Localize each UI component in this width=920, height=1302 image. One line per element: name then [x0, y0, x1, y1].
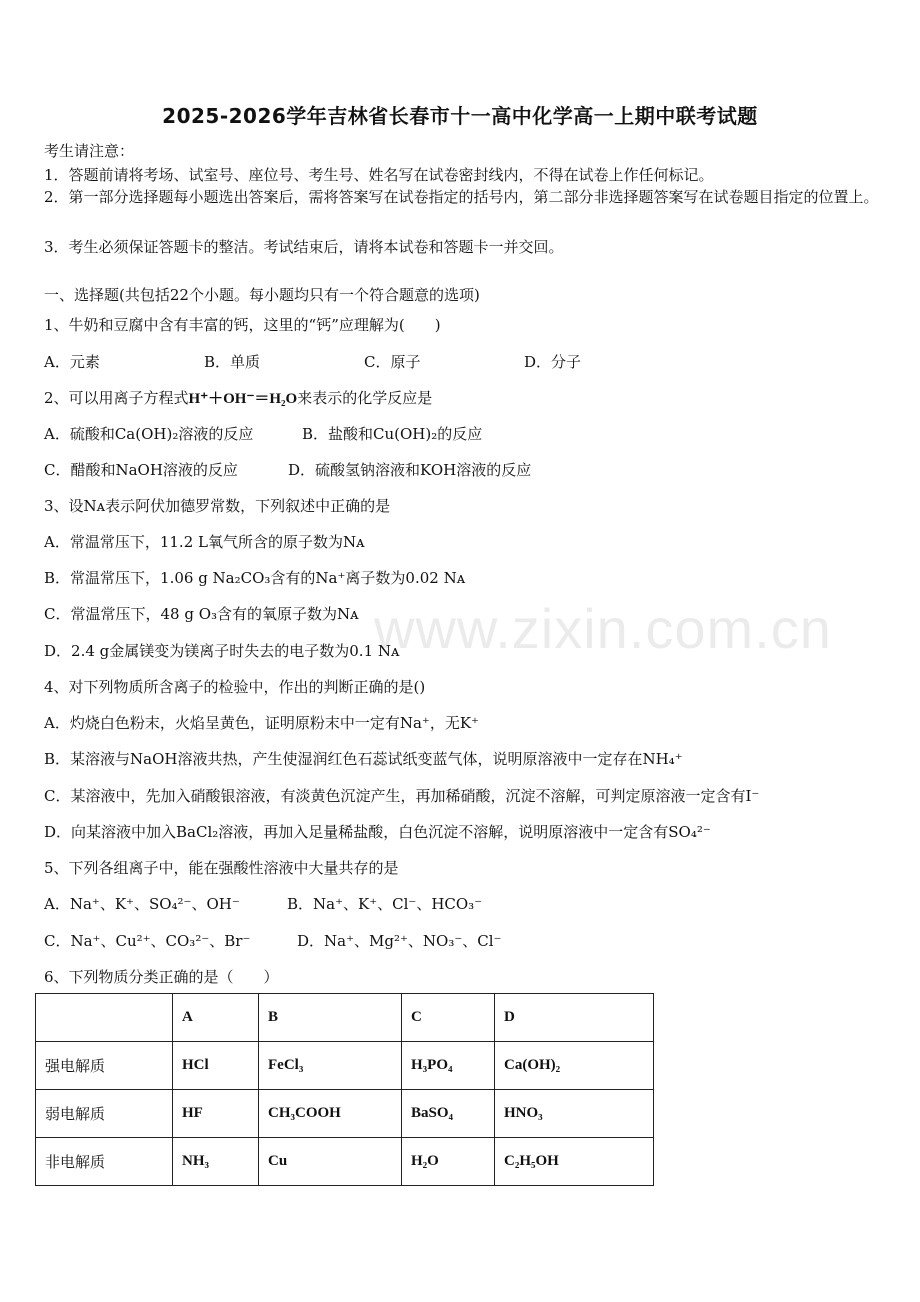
notice-heading: 考生请注意： [44, 142, 135, 160]
question-4-option-d: D．向某溶液中加入BaCl₂溶液，再加入足量稀盐酸，白色沉淀不溶解，说明原溶液中一定含有SO₄²⁻ [44, 823, 711, 841]
question-1-stem: 1、牛奶和豆腐中含有丰富的钙，这里的“钙”应理解为( ) [44, 316, 441, 334]
classification-table [35, 993, 654, 1186]
question-4-stem: 4、对下列物质所含离子的检验中，作出的判断正确的是() [44, 678, 426, 696]
question-2-stem-post: 来表示的化学反应是 [297, 389, 433, 407]
question-1-option-a: A．元素 [44, 353, 100, 371]
table-cell: C₂H₅OH [495, 1138, 654, 1186]
table-cell: HF [173, 1090, 259, 1138]
table-header-cell: A [173, 994, 259, 1042]
table-cell: FeCl₃ [259, 1042, 402, 1090]
table-cell: HNO₃ [495, 1090, 654, 1138]
question-1-option-d: D．分子 [524, 353, 582, 371]
table-cell: Cu [259, 1138, 402, 1186]
table-row-label: 弱电解质 [36, 1090, 173, 1138]
notice-item-2: 2．第一部分选择题每小题选出答案后，需将答案写在试卷指定的括号内，第二部分非选择题答案写在试卷题目指定的位置上。 [44, 188, 879, 206]
notice-item-1: 1．答题前请将考场、试室号、座位号、考生号、姓名写在试卷密封线内，不得在试卷上作任何标记。 [44, 166, 714, 184]
question-2-stem [44, 387, 432, 408]
question-4-option-c: C．某溶液中，先加入硝酸银溶液，有淡黄色沉淀产生，再加稀硝酸，沉淀不溶解，可判定原溶液一定含有I⁻ [44, 787, 760, 805]
page-title: 2025-2026学年吉林省长春市十一高中化学高一上期中联考试题 [162, 104, 758, 128]
question-6-stem: 6、下列物质分类正确的是（ ） [44, 968, 279, 986]
question-2-equation: H⁺＋OH⁻＝H₂O [188, 391, 298, 407]
table-row-label: 非电解质 [36, 1138, 173, 1186]
notice-item-3: 3．考生必须保证答题卡的整洁。考试结束后，请将本试卷和答题卡一并交回。 [44, 238, 564, 256]
question-5-option-a: A．Na⁺、K⁺、SO₄²⁻、OH⁻ [44, 895, 240, 913]
question-3-stem: 3、设Nᴀ表示阿伏加德罗常数，下列叙述中正确的是 [44, 497, 391, 515]
table-cell: Ca(OH)₂ [495, 1042, 654, 1090]
question-3-option-c: C．常温常压下，48 g O₃含有的氧原子数为Nᴀ [44, 605, 359, 623]
question-2-option-d: D．硫酸氢钠溶液和KOH溶液的反应 [288, 461, 532, 479]
question-2-option-b: B．盐酸和Cu(OH)₂的反应 [302, 425, 483, 443]
question-1-option-b: B．单质 [204, 353, 261, 371]
table-cell: H₃PO₄ [402, 1042, 495, 1090]
question-1-option-c: C．原子 [364, 353, 421, 371]
question-5-option-d: D．Na⁺、Mg²⁺、NO₃⁻、Cl⁻ [297, 932, 502, 950]
table-header-cell: C [402, 994, 495, 1042]
table-cell: CH₃COOH [259, 1090, 402, 1138]
table-cell: BaSO₄ [402, 1090, 495, 1138]
table-header-cell: D [495, 994, 654, 1042]
table-row [36, 1090, 654, 1138]
question-3-option-d: D．2.4 g金属镁变为镁离子时失去的电子数为0.1 Nᴀ [44, 642, 400, 660]
question-3-option-b: B．常温常压下，1.06 g Na₂CO₃含有的Na⁺离子数为0.02 Nᴀ [44, 569, 466, 587]
table-row-label: 强电解质 [36, 1042, 173, 1090]
question-5-option-c: C．Na⁺、Cu²⁺、CO₃²⁻、Br⁻ [44, 932, 251, 950]
table-cell: NH₃ [173, 1138, 259, 1186]
table-row [36, 1138, 654, 1186]
table-header-row [36, 994, 654, 1042]
section-heading: 一、选择题(共包括22个小题。每小题均只有一个符合题意的选项) [44, 286, 480, 304]
question-4-option-a: A．灼烧白色粉末，火焰呈黄色，证明原粉末中一定有Na⁺，无K⁺ [44, 714, 479, 732]
table-cell: HCl [173, 1042, 259, 1090]
table-cell: H₂O [402, 1138, 495, 1186]
table-header-cell [36, 994, 173, 1042]
table-header-cell: B [259, 994, 402, 1042]
table-row [36, 1042, 654, 1090]
question-3-option-a: A．常温常压下，11.2 L氧气所含的原子数为Nᴀ [44, 533, 365, 551]
question-5-stem: 5、下列各组离子中，能在强酸性溶液中大量共存的是 [44, 859, 399, 877]
question-2-stem-pre: 2、可以用离子方程式 [44, 389, 189, 407]
question-4-option-b: B．某溶液与NaOH溶液共热，产生使湿润红色石蕊试纸变蓝气体，说明原溶液中一定存在NH₄⁺ [44, 750, 683, 768]
question-5-option-b: B．Na⁺、K⁺、Cl⁻、HCO₃⁻ [287, 895, 483, 913]
watermark: www.zixin.com.cn [374, 597, 832, 660]
question-2-option-a: A．硫酸和Ca(OH)₂溶液的反应 [44, 425, 254, 443]
question-2-option-c: C．醋酸和NaOH溶液的反应 [44, 461, 238, 479]
